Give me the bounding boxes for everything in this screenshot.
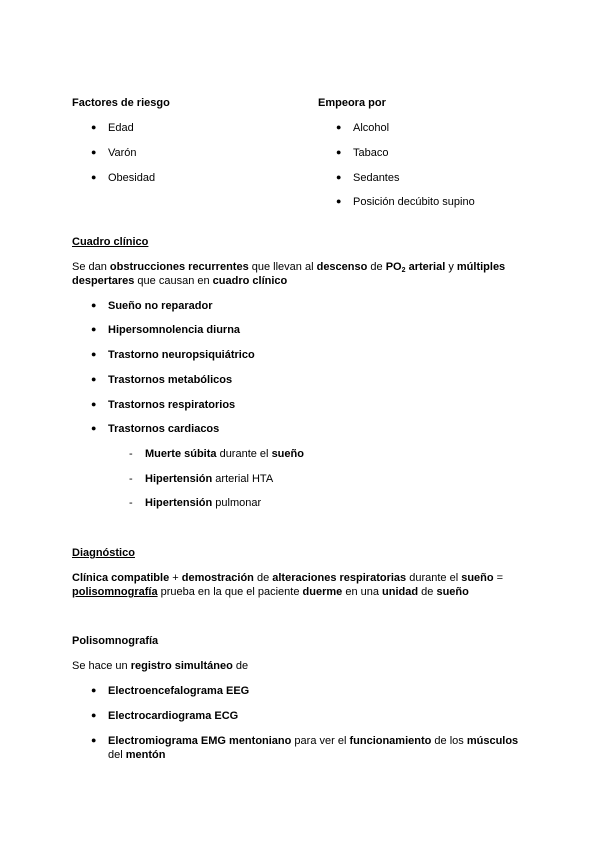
clinical-intro-line1: Se dan obstrucciones recurrentes que llevan al descenso de $PO_2$ arterial y múltiples <box>72 261 506 274</box>
clinical-item-metabolic: ● Trastornos metabólicos <box>108 374 232 386</box>
psg-intro: Se hace un registro simultáneo de <box>72 660 249 672</box>
worse-item-supine: ● Posición decúbito supino <box>353 196 475 208</box>
clinical-intro-line2: despertares que causan en cuadro clínico <box>72 275 288 287</box>
cardiac-sub-hta: - Hipertensión arterial HTA <box>145 473 273 485</box>
worse-item-sedatives: ● Sedantes <box>353 172 399 184</box>
worsens-title: Empeora por <box>318 97 386 109</box>
psg-item-eeg: ● Electroencefalograma EEG <box>108 685 249 697</box>
risk-item-age: ● Edad <box>108 122 134 134</box>
risk-item-male: ● Varón <box>108 147 137 159</box>
psg-item-emg-cont: del mentón <box>108 749 166 761</box>
clinical-item-neuropsych: ● Trastorno neuropsiquiátrico <box>108 349 255 361</box>
diagnosis-title: Diagnóstico <box>72 547 135 559</box>
cardiac-sub-sudden-death: - Muerte súbita durante el sueño <box>145 448 304 460</box>
clinical-item-hypersomnolence: ● Hipersomnolencia diurna <box>108 324 240 336</box>
risk-item-obesity: ● Obesidad <box>108 172 155 184</box>
cardiac-sub-pulmonary: - Hipertensión pulmonar <box>145 497 261 509</box>
diagnosis-line1: Clínica compatible + demostración de alteraciones respiratorias durante el sueño = <box>72 572 504 584</box>
worse-item-alcohol: ● Alcohol <box>353 122 389 134</box>
risk-factors-title: Factores de riesgo <box>72 97 170 109</box>
psg-item-emg: ● Electromiograma EMG mentoniano para ver el funcionamiento de los músculos <box>108 735 518 747</box>
diagnosis-line2: polisomnografía prueba en la que el paciente duerme en una unidad de sueño <box>72 586 469 598</box>
psg-title: Polisomnografía <box>72 635 159 647</box>
clinical-item-sleep: ● Sueño no reparador <box>108 300 213 312</box>
clinical-title: Cuadro clínico <box>72 236 149 248</box>
worse-item-tobacco: ● Tabaco <box>353 147 388 159</box>
clinical-item-cardiac: ● Trastornos cardiacos <box>108 423 219 435</box>
psg-item-ecg: ● Electrocardiograma ECG <box>108 710 238 722</box>
clinical-item-respiratory: ● Trastornos respiratorios <box>108 399 235 411</box>
